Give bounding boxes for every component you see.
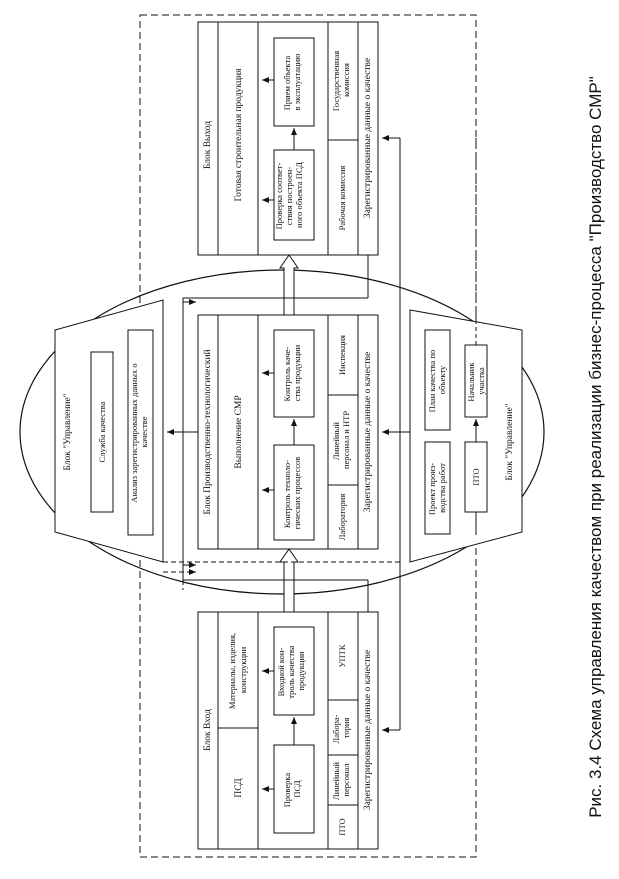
- block-flow-arrow-production-to-output: [280, 255, 298, 315]
- production-block: [198, 315, 378, 549]
- input-performer-4: УПТК: [337, 644, 347, 668]
- output-registered-label: Зарегистрированные данные о качестве: [363, 57, 373, 219]
- figure-caption: Рис. 3.4 Схема управления качеством при реализации бизнес-процесса "Производство СМР": [586, 76, 605, 818]
- management-right-title: Блок "Управление": [505, 403, 515, 481]
- input-block-title: Блок Вход: [203, 709, 213, 751]
- production-block-title: Блок Производственно-технологический: [203, 349, 213, 515]
- input-materials-label: Материалы, изделия, конструкции: [227, 633, 248, 710]
- input-performer-3: Лабора- тория: [331, 714, 351, 744]
- output-performer-1: Рабочая комиссия: [337, 165, 347, 231]
- quality-control-text: Контроль каче- ства продукции: [282, 344, 302, 402]
- input-psd-label: ПСД: [234, 778, 244, 798]
- management-left-block: [55, 300, 163, 562]
- input-performer-1: ПТО: [337, 818, 347, 836]
- output-block: [198, 22, 378, 255]
- output-performer-2: Государственная комиссия: [331, 50, 351, 112]
- production-performer-1: Лаборатория: [337, 493, 347, 541]
- output-product-label: Готовая строительная продукция: [234, 68, 244, 202]
- production-registered-label: Зарегистрированные данные о качестве: [363, 351, 373, 513]
- production-performer-3: Инспекция: [337, 335, 347, 375]
- input-performer-2: Линейный персонал: [331, 762, 351, 801]
- check-psd-text: Проверка ПСД: [282, 772, 302, 808]
- input-block: [198, 612, 378, 849]
- site-chief-text: Начальник участка: [466, 362, 486, 402]
- quality-plan-text: План качества по объекту: [427, 349, 447, 413]
- management-right-block: [410, 310, 522, 562]
- incoming-control-text: Входной кон- троль качества продукции: [276, 645, 306, 699]
- quality-service-text: Служба качества: [97, 401, 107, 463]
- production-performer-2: Линейный персонал и НТР: [331, 410, 351, 470]
- output-block-title: Блок Выход: [203, 120, 213, 170]
- pto-text: ПТО: [471, 468, 481, 486]
- input-registered-label: Зарегистрированные данные о качестве: [363, 649, 373, 811]
- production-smr-label: Выполнение СМР: [234, 395, 244, 469]
- management-left-title: Блок "Управление": [63, 393, 73, 471]
- work-project-text: Проект произ- водства работ: [427, 462, 447, 516]
- analysis-text: Анализ зарегистрированных данных о качестве: [129, 363, 149, 503]
- tech-control-text: Контроль техноло- гических процессов: [282, 456, 302, 530]
- acceptance-text: Прием объекта в эксплуатацию: [282, 53, 302, 111]
- check-object-text: Проверка соответ- ствия построен- ного объекта ПСД: [274, 162, 304, 230]
